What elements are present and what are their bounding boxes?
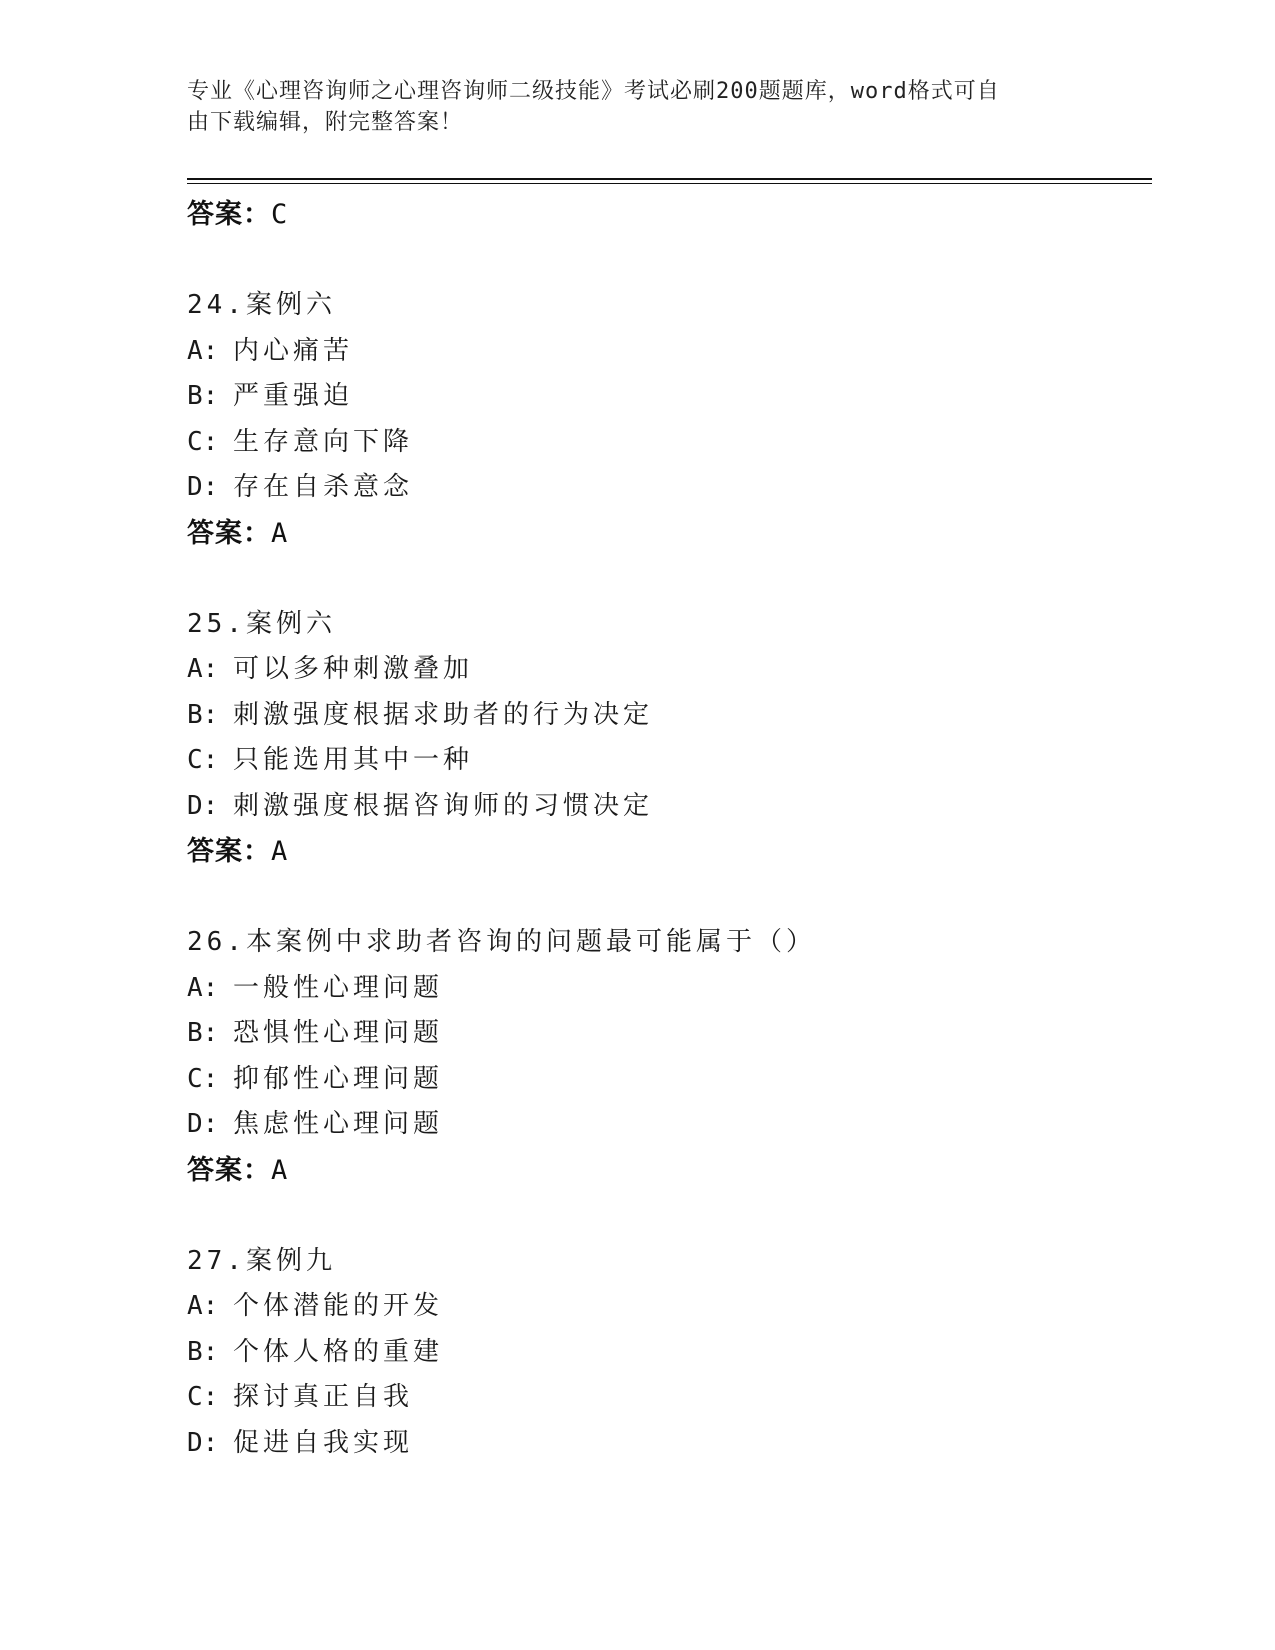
option-letter: D: [187,790,219,821]
answer-line [187,829,1147,874]
option-c [187,738,1147,784]
option-b [187,374,1147,420]
option-text: 严重强迫 [233,381,354,411]
header-divider-thin [187,183,1152,184]
question-title [187,1239,1147,1285]
question-title [187,602,1147,648]
option-letter: B: [187,381,219,411]
option-letter: A: [187,335,219,366]
question-number: 27. [187,1245,246,1276]
option-d [187,1102,1147,1148]
answer-line [187,511,1147,556]
option-text: 内心痛苦 [233,335,354,366]
question-item [187,602,1147,875]
option-letter: A: [187,1291,219,1321]
answer-line [187,1148,1147,1193]
option-letter: B: [187,699,219,730]
question-text: 案例九 [245,1245,336,1276]
option-text: 可以多种刺激叠加 [233,654,474,684]
document-header [187,76,1067,138]
option-c [187,1057,1147,1103]
answer-label: 答案： [187,517,271,549]
option-letter: B: [187,1018,219,1048]
option-text: 生存意向下降 [233,426,414,457]
option-text: 抑郁性心理问题 [233,1063,444,1094]
option-a [187,966,1147,1012]
option-letter: D: [187,472,219,502]
option-text: 探讨真正自我 [233,1382,414,1412]
answer-value: C [271,199,289,230]
answer-value: A [271,1154,289,1186]
question-number: 25. [187,608,246,639]
option-letter: C: [187,1063,219,1094]
option-text: 促进自我实现 [233,1427,414,1458]
option-letter: C: [187,745,219,775]
question-item [187,1239,1147,1467]
header-line-2: 由下载编辑，附完整答案！ [187,110,464,135]
option-text: 焦虑性心理问题 [233,1109,444,1139]
question-number: 24. [187,290,246,320]
option-b [187,693,1147,739]
option-letter: A: [187,972,219,1003]
answer-label: 答案： [187,1154,271,1186]
option-text: 刺激强度根据求助者的行为决定 [233,699,654,730]
option-c [187,420,1147,466]
option-text: 存在自杀意念 [233,472,414,502]
option-d [187,1421,1147,1467]
option-b [187,1330,1147,1376]
question-list [187,192,1147,1466]
answer-label: 答案： [187,836,271,867]
option-a [187,647,1147,693]
option-text: 刺激强度根据咨询师的习惯决定 [233,790,654,821]
option-b [187,1011,1147,1057]
answer-value: A [271,836,289,867]
question-text: 案例六 [245,608,336,639]
header-divider-thick [187,178,1152,180]
answer-line [187,192,1147,237]
option-d [187,784,1147,830]
option-letter: C: [187,426,219,457]
option-text: 一般性心理问题 [233,972,444,1003]
option-a [187,1284,1147,1330]
question-title [187,920,1147,966]
option-a [187,329,1147,375]
option-letter: D: [187,1427,219,1458]
question-title [187,283,1147,329]
option-c [187,1375,1147,1421]
question-text: 案例六 [245,290,336,320]
option-letter: B: [187,1336,219,1367]
answer-label: 答案： [187,199,271,230]
question-text: 本案例中求助者咨询的问题最可能属于（） [245,927,816,957]
option-text: 个体潜能的开发 [233,1291,444,1321]
header-line-1: 专业《心理咨询师之心理咨询师二级技能》考试必刷200题题库，word格式可自 [187,79,1000,104]
answer-value: A [271,517,289,549]
question-item [187,283,1147,556]
option-text: 恐惧性心理问题 [233,1018,444,1048]
option-text: 个体人格的重建 [233,1336,444,1367]
option-text: 只能选用其中一种 [233,745,474,775]
option-d [187,465,1147,511]
option-letter: A: [187,654,219,684]
question-item [187,920,1147,1193]
option-letter: D: [187,1109,219,1139]
option-letter: C: [187,1382,219,1412]
question-number: 26. [187,927,246,957]
